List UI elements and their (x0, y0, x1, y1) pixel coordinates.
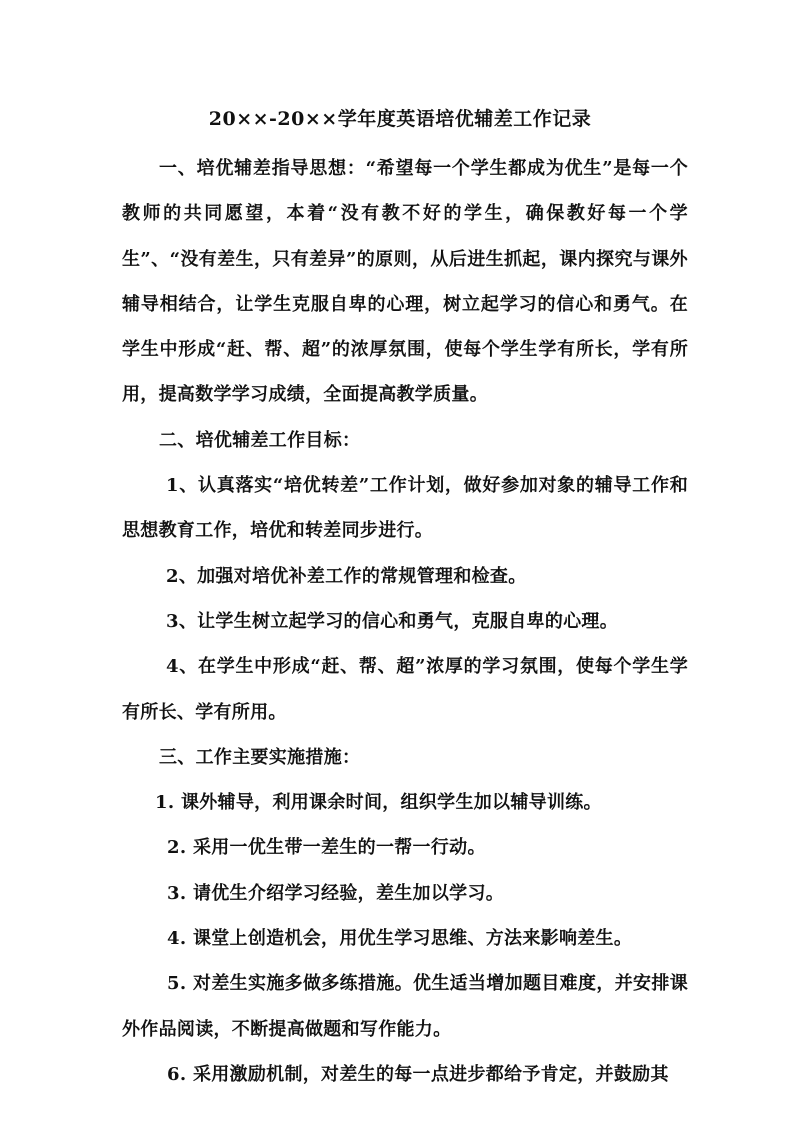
heading-work-goals: 二、培优辅差工作目标： (159, 429, 361, 451)
measure-item-6: 6. 采用激励机制，对差生的每一点进步都给予肯定，并鼓励其 (167, 1063, 669, 1085)
measure-item-4: 4. 课堂上创造机会，用优生学习思维、方法来影响差生。 (167, 928, 633, 950)
goal-item-4: 4、在学生中形成“赶、帮、超”浓厚的学习氛围，使每个学生学有所长、学有所用。 (122, 656, 688, 723)
paragraph-guiding-thought: 一、培优辅差指导思想：“希望每一个学生都成为优生”是每一个教师的共同愿望，本着“没有教不好的学生，确保教好每一个学生”、“没有差生，只有差异”的原则，从后进生抓起，课内探究与课外辅导相结合，让学生克服自卑的心理，树立起学习的信心和勇气。在学生中形成“赶、帮、超”的浓厚氛围，使每个学生学有所长，学有所用，提高数学学习成绩，全面提高教学质量。 (122, 158, 688, 406)
measure-item-2: 2. 采用一优生带一差生的一帮一行动。 (167, 837, 486, 859)
document-title: 20××-20××学年度英语培优辅差工作记录 (208, 108, 592, 130)
measure-item-1: 1. 课外辅导，利用课余时间，组织学生加以辅导训练。 (155, 792, 602, 814)
goal-item-3: 3、让学生树立起学习的信心和勇气，克服自卑的心理。 (166, 610, 619, 632)
measure-item-5: 5. 对差生实施多做多练措施。优生适当增加题目难度，并安排课外作品阅读，不断提高做题和写作能力。 (122, 973, 688, 1040)
goal-item-1: 1、认真落实“培优转差”工作计划，做好参加对象的辅导工作和思想教育工作，培优和转差同步进行。 (122, 475, 688, 542)
heading-measures: 三、工作主要实施措施： (159, 746, 361, 768)
goal-item-2: 2、加强对培优补差工作的常规管理和检查。 (166, 565, 527, 587)
document-body (122, 146, 688, 1097)
measure-item-3: 3. 请优生介绍学习经验，差生加以学习。 (167, 882, 505, 904)
